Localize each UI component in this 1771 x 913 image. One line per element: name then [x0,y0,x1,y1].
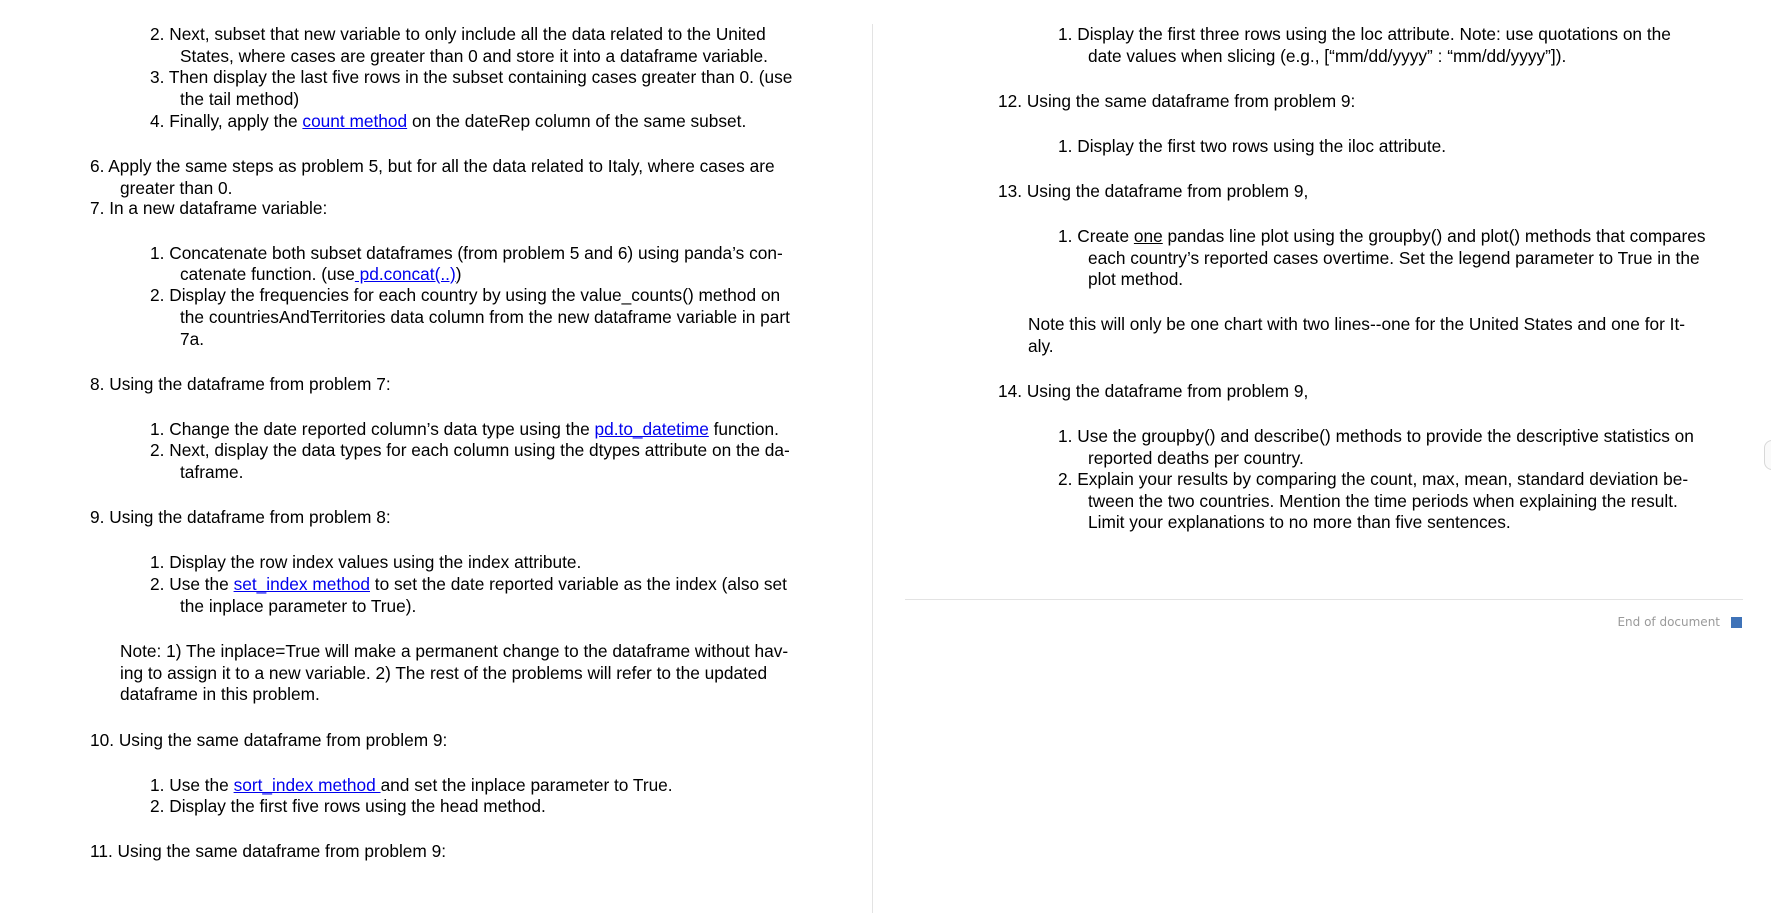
problem-11-step-1-cont: date values when slicing (e.g., [“mm/dd/yyyy” : “mm/dd/yyyy”]). [1088,46,1567,66]
problem-7-step-2-cont: the countriesAndTerritories data column from the new dataframe variable in part [180,307,790,327]
problem-7-step-1-cont: catenate function. (use pd.concat(..)) [180,264,462,284]
end-of-document-label: End of document [1617,615,1720,629]
problem-9-note-cont2: dataframe in this problem. [120,684,320,704]
problem-14-step-1: 1. Use the groupby() and describe() methods to provide the descriptive statistics on [1058,426,1694,446]
problem-6-cont: greater than 0. [120,178,233,198]
problem-12-heading: 12. Using the same dataframe from problem 9: [998,91,1356,111]
problem-9-note-cont: ing to assign it to a new variable. 2) The rest of the problems will refer to the updated [120,663,768,683]
problem-7-heading: 7. In a new dataframe variable: [90,198,328,218]
problem-11-heading: 11. Using the same dataframe from problem 9: [90,841,447,861]
problem-8-step-2-cont: taframe. [180,462,244,482]
problem-9-note: Note: 1) The inplace=True will make a permanent change to the dataframe without hav- [120,641,789,661]
problem-5-step-3: 3. Then display the last five rows in the subset containing cases greater than 0. (use [150,67,793,87]
problem-13-heading: 13. Using the dataframe from problem 9, [998,181,1309,201]
problem-7-step-1: 1. Concatenate both subset dataframes (from problem 5 and 6) using panda’s con- [150,243,783,263]
scroll-handle[interactable] [1764,440,1771,470]
problem-10-step-2: 2. Display the first five rows using the head method. [150,796,546,816]
problem-10-heading: 10. Using the same dataframe from problem 9: [90,730,448,750]
count-method-link[interactable]: count method [302,111,408,131]
pd-concat-link[interactable]: pd.concat(..) [354,264,456,284]
problem-9-step-2: 2. Use the set_index method to set the date reported variable as the index (also set [150,574,787,594]
problem-11-step-1: 1. Display the first three rows using the loc attribute. Note: use quotations on the [1058,24,1671,44]
problem-12-step-1: 1. Display the first two rows using the iloc attribute. [1058,136,1447,156]
problem-14-step-2-cont: tween the two countries. Mention the time periods when explaining the result. [1088,491,1678,511]
problem-8-step-2: 2. Next, display the data types for each column using the dtypes attribute on the da- [150,440,790,460]
problem-13-step-1-cont: each country’s reported cases overtime. Set the legend parameter to True in the [1088,248,1700,268]
problem-10-step-1: 1. Use the sort_index method and set the inplace parameter to True. [150,775,673,795]
problem-5-step-2: 2. Next, subset that new variable to only include all the data related to the United [150,24,766,44]
problem-5-step-2-cont: States, where cases are greater than 0 and store it into a dataframe variable. [180,46,768,66]
problem-13-step-1-cont2: plot method. [1088,269,1184,289]
pd-to-datetime-link[interactable]: pd.to_datetime [594,419,709,439]
problem-9-step-2-cont: the inplace parameter to True). [180,596,417,616]
problem-13-step-1: 1. Create one pandas line plot using the groupby() and plot() methods that compares [1058,226,1706,246]
end-of-document-rule [905,599,1743,600]
problem-14-heading: 14. Using the dataframe from problem 9, [998,381,1309,401]
left-page-column [0,0,872,913]
problem-5-step-3-cont: the tail method) [180,89,300,109]
problem-5-step-4: 4. Finally, apply the count method on the dateRep column of the same subset. [150,111,747,131]
problem-14-step-1-cont: reported deaths per country. [1088,448,1304,468]
set-index-method-link[interactable]: set_index method [233,574,370,594]
problem-7-step-2: 2. Display the frequencies for each country by using the value_counts() method on [150,285,781,305]
sort-index-method-link[interactable]: sort_index method [233,775,381,795]
problem-13-note-cont: aly. [1028,336,1054,356]
problem-7-step-2-cont2: 7a. [180,329,205,349]
end-of-document-marker-icon [1731,617,1742,628]
problem-8-heading: 8. Using the dataframe from problem 7: [90,374,391,394]
problem-9-step-1: 1. Display the row index values using the index attribute. [150,552,582,572]
problem-8-step-1: 1. Change the date reported column’s data type using the pd.to_datetime function. [150,419,779,439]
problem-6: 6. Apply the same steps as problem 5, but for all the data related to Italy, where cases are [90,156,775,176]
problem-14-step-2: 2. Explain your results by comparing the count, max, mean, standard deviation be- [1058,469,1689,489]
problem-14-step-2-cont2: Limit your explanations to no more than five sentences. [1088,512,1511,532]
problem-9-heading: 9. Using the dataframe from problem 8: [90,507,391,527]
problem-13-note: Note this will only be one chart with two lines--one for the United States and one for It- [1028,314,1686,334]
